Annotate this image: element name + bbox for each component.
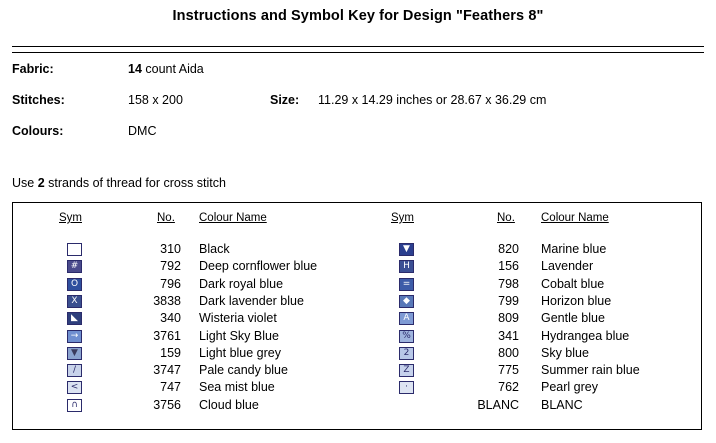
thread-number: 341	[498, 328, 519, 343]
symbol-key-box	[12, 202, 702, 430]
header-colour-name-right: Colour Name	[541, 212, 609, 224]
thread-number: 3838	[153, 293, 181, 308]
hash-symbol: #	[67, 260, 82, 273]
colour-name: Dark royal blue	[199, 276, 284, 291]
less-than-symbol: <	[67, 381, 82, 394]
strands-note	[12, 176, 226, 190]
thread-number: 762	[498, 380, 519, 395]
page-title: Instructions and Symbol Key for Design "Feathers 8"	[172, 8, 544, 24]
colour-name: Gentle blue	[541, 311, 605, 326]
strands-prefix: Use	[12, 176, 38, 190]
symbol-key-row	[13, 293, 612, 310]
thread-number: 800	[498, 345, 519, 360]
colour-name: Sky blue	[541, 345, 589, 360]
stitches-label: Stitches:	[12, 93, 65, 107]
symbol-key-row	[13, 397, 583, 414]
dot-symbol: ·	[399, 381, 414, 394]
colour-name: Lavender	[541, 259, 594, 274]
colour-name: Cobalt blue	[541, 276, 605, 291]
filled-triangle-down-symbol: ▼	[399, 243, 414, 256]
header-no-right: No.	[497, 212, 515, 224]
colour-name: Wisteria violet	[199, 311, 277, 326]
stitches-value: 158 x 200	[128, 93, 183, 107]
colour-name: Marine blue	[541, 242, 607, 256]
thread-number: 310	[160, 242, 181, 256]
arrow-right-symbol: →	[67, 330, 82, 343]
colour-name: Black	[199, 242, 230, 256]
colours-row	[12, 124, 704, 155]
size-label: Size:	[270, 93, 300, 107]
thread-number: 796	[160, 276, 181, 291]
divider-bottom	[12, 52, 704, 53]
symbol-key-row	[13, 276, 605, 293]
thread-number: 799	[498, 293, 519, 308]
letter-a-symbol: A	[399, 312, 414, 325]
colours-value: DMC	[128, 124, 157, 138]
stitches-row	[12, 93, 704, 124]
colour-name: Pearl grey	[541, 380, 598, 395]
symbol-key-row	[13, 258, 594, 275]
thread-number: 156	[498, 259, 519, 274]
thread-number: 775	[498, 363, 519, 378]
slash-symbol: /	[67, 364, 82, 377]
fabric-label: Fabric:	[12, 62, 54, 76]
fabric-count-suffix: count Aida	[141, 62, 204, 76]
cross-symbol: X	[67, 295, 82, 308]
colour-name: Summer rain blue	[541, 363, 640, 378]
fabric-value	[128, 62, 204, 76]
colour-name: BLANC	[541, 397, 583, 412]
strands-count: 2	[37, 176, 45, 190]
fabric-row	[12, 62, 704, 93]
thread-number: 3761	[153, 328, 181, 343]
digit-two-symbol: 2	[399, 347, 414, 360]
colour-name: Light Sky Blue	[199, 328, 279, 343]
colour-name: Light blue grey	[199, 345, 282, 360]
symbol-key-row	[13, 328, 630, 345]
blank-symbol	[399, 399, 414, 412]
header-sym-left: Sym	[59, 212, 82, 224]
size-value: 11.29 x 14.29 inches or 28.67 x 36.29 cm	[318, 93, 547, 107]
colour-name: Pale candy blue	[199, 363, 288, 378]
thread-number: BLANC	[477, 397, 519, 412]
colour-name: Horizon blue	[541, 293, 612, 308]
strands-suffix: strands of thread for cross stitch	[44, 176, 226, 190]
thread-number: 798	[498, 276, 519, 291]
fabric-count: 14	[128, 62, 142, 76]
symbol-key-row	[13, 345, 589, 362]
header-colour-name-left: Colour Name	[199, 212, 267, 224]
symbol-key-row	[13, 310, 605, 327]
thread-number: 747	[160, 380, 181, 395]
thread-number: 809	[498, 311, 519, 326]
diamond-symbol: ◆	[399, 295, 414, 308]
equals-symbol: =	[399, 278, 414, 291]
arch-symbol: ∩	[67, 399, 82, 412]
header-no-left: No.	[157, 212, 175, 224]
thread-number: 3756	[153, 397, 181, 412]
colour-name: Hydrangea blue	[541, 328, 630, 343]
symbol-key-row	[13, 241, 607, 258]
symbol-key-row	[13, 379, 598, 396]
thread-number: 159	[160, 345, 181, 360]
triangle-lower-left-symbol: ◣	[67, 312, 82, 325]
thread-number: 340	[160, 311, 181, 326]
thread-number: 820	[498, 242, 519, 256]
symbol-key-row	[13, 362, 640, 379]
divider-top	[12, 46, 704, 47]
colours-label: Colours:	[12, 124, 64, 138]
design-info	[12, 62, 704, 155]
thread-number: 3747	[153, 363, 181, 378]
circle-symbol: O	[67, 278, 82, 291]
header-sym-right: Sym	[391, 212, 414, 224]
letter-z-symbol: Z	[399, 364, 414, 377]
colour-name: Cloud blue	[199, 397, 259, 412]
thread-number: 792	[160, 259, 181, 274]
percent-symbol: %	[399, 330, 414, 343]
triangle-down-symbol: ▼	[67, 347, 82, 360]
colour-name: Sea mist blue	[199, 380, 275, 395]
colour-name: Deep cornflower blue	[199, 259, 318, 274]
letter-h-symbol: H	[399, 260, 414, 273]
colour-name: Dark lavender blue	[199, 293, 304, 308]
